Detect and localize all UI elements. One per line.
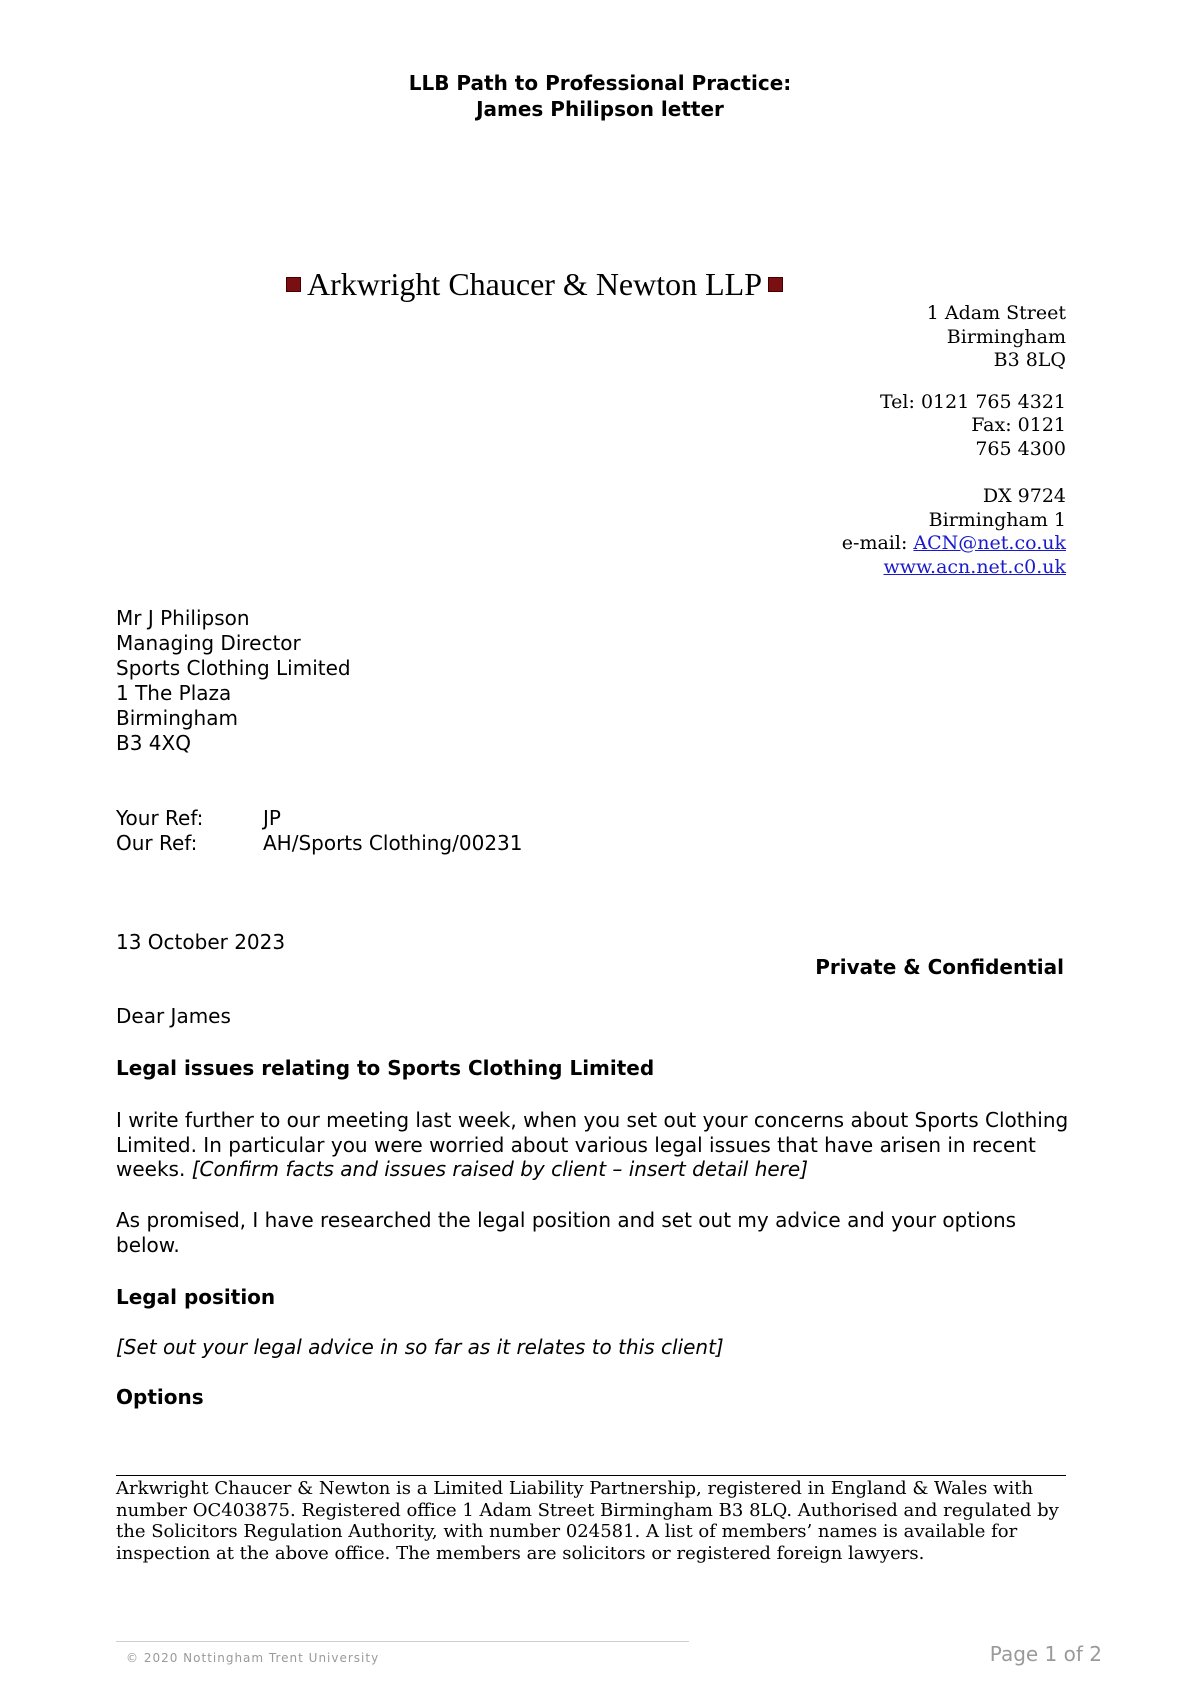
your-ref-value: JP [263, 806, 281, 830]
firm-name: Arkwright Chaucer & Newton LLP [307, 266, 763, 302]
firm-contact-block [646, 302, 1066, 579]
options-heading: Options [116, 1385, 204, 1409]
website-link[interactable]: www.acn.net.c0.uk [883, 555, 1066, 578]
recipient-line: B3 4XQ [116, 731, 191, 755]
firm-address-line: Birmingham [946, 325, 1066, 348]
recipient-address [116, 606, 351, 756]
salutation: Dear James [116, 1004, 231, 1028]
letter-date: 13 October 2023 [116, 930, 286, 954]
brand-square-icon [286, 277, 301, 292]
firm-fax-line-2: 765 4300 [975, 437, 1066, 460]
paragraph-intro-placeholder: [Confirm facts and issues raised by client – insert detail here] [191, 1157, 809, 1181]
firm-address-line: 1 Adam Street [926, 302, 1066, 324]
recipient-line: 1 The Plaza [116, 681, 232, 705]
paragraph-intro-text: I write further to our meeting last week, when you set out your concerns about Sports Clothing Limited. In particular you were worried about various legal issues that have arisen in recent weeks. [116, 1108, 1069, 1181]
your-ref-row [116, 806, 523, 831]
document-header [0, 70, 1200, 122]
confidential-marking: Private & Confidential [815, 955, 1064, 979]
firm-dx-line-1: DX 9724 [982, 485, 1066, 507]
header-line-1: LLB Path to Professional Practice: [408, 71, 792, 95]
legal-position-heading: Legal position [116, 1285, 276, 1309]
recipient-line: Sports Clothing Limited [116, 656, 351, 680]
paragraph-intro [116, 1108, 1076, 1182]
page-footer-divider [116, 1641, 689, 1642]
page-number: Page 1 of 2 [989, 1642, 1102, 1666]
legal-position-placeholder: [Set out your legal advice in so far as it relates to this client] [116, 1335, 724, 1359]
copyright-notice: © 2020 Nottingham Trent University [126, 1651, 380, 1665]
firm-letterhead [280, 264, 789, 304]
your-ref-label: Your Ref: [116, 806, 204, 830]
email-label: e-mail: [841, 532, 908, 554]
recipient-line: Mr J Philipson [116, 606, 250, 630]
our-ref-value: AH/Sports Clothing/00231 [263, 831, 523, 855]
firm-dx-line-2: Birmingham 1 [928, 508, 1066, 531]
firm-fax-line-1: Fax: 0121 [971, 414, 1066, 436]
brand-square-icon [768, 277, 783, 292]
email-link[interactable]: ACN@net.co.uk [913, 532, 1066, 554]
references [116, 806, 523, 856]
recipient-line: Managing Director [116, 631, 301, 655]
paragraph-promise: As promised, I have researched the legal position and set out my advice and your options below. [116, 1208, 1017, 1257]
firm-address-line: B3 8LQ [993, 349, 1066, 371]
subject-heading: Legal issues relating to Sports Clothing Limited [116, 1056, 655, 1080]
firm-regulatory-note: Arkwright Chaucer & Newton is a Limited Liability Partnership, registered in England & Wales with number OC403875. Registered office 1 Adam Street Birmingham B3 8LQ. Authorised and regulated by the Solicitors Regulation Authority, with number 024581. A list of members’ names is available for inspection at the above office. The members are solicitors or registered foreign lawyers. [116, 1478, 1059, 1564]
firm-tel: Tel: 0121 765 4321 [879, 390, 1066, 413]
recipient-line: Birmingham [116, 706, 238, 730]
our-ref-label: Our Ref: [116, 831, 198, 855]
firm-email-row [646, 532, 1066, 556]
footer-divider [116, 1475, 1066, 1476]
our-ref-row [116, 831, 523, 856]
header-line-2: James Philipson letter [476, 97, 724, 121]
